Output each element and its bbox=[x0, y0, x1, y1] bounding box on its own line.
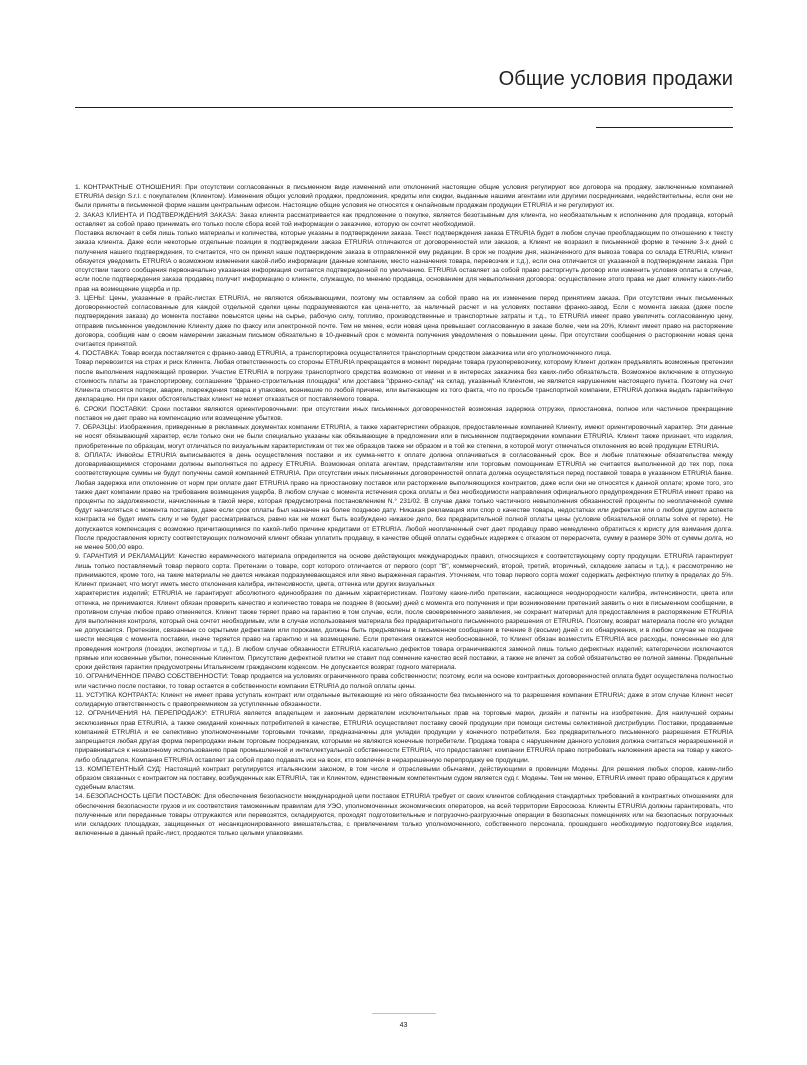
header-short-divider bbox=[596, 127, 733, 128]
page-title: Общие условия продажи bbox=[498, 68, 733, 90]
paragraph-delivery-scope: Поставка включает в себя лишь только материалы и количества, которые указаны в подтверждении заказа. Текст подтверждения заказа ETRURIA будет в любом случае преобладающим по отношению к тексту заказа клиента. Даже если некоторые отдельные позиции в подтверждении заказа ETRURIA отличаются от договоренностей или заказов, а Клиент не возразил в письменной форме в течение 3-х дней с получения нашего подтверждения, то считается, что он принял наше подтверждение заказа в отправленной ему редакции. В срок не поздние дня, назначенного для вывоза товара со склада ETRURIA, клиент обязуется уведомить ETRURIA о возможном изменении какой-либо информации (данные компании, место назначения товара, перевозчик и т.д.), если она отличается от указанной в подтверждении заказа. При отсутствии такого сообщения первоначально указанная информация считается подтвержденной по умолчанию. ETRURIA оставляет за собой право расторгнуть договор или изменить условия оплаты в случае, если после подтверждения заказа продавец получит информацию о клиенте, служащую, по мнению продавца, основанием для невыполнения договора: осуществление этого права не дает клиенту каких-либо прав на возмещение ущерба и пр. bbox=[75, 230, 733, 293]
paragraph-supply-chain: 14. БЕЗОПАСНОСТЬ ЦЕПИ ПОСТАВОК: Для обеспечения безопасности международной цепи поставок ETRURIA требует от своих клиентов соблюдения стандартных требований в контрактных отношениях для обеспечения безопасности грузов и их соответствия таможенным правилам для УЭО, уполномоченных экономических операторов, на всей территории Евросоюза. Клиенты ETRURIA должны гарантировать, что полученные или переданные товары отгружаются или перевозятся, складируются, проходят подготовительные и погрузочно-разгрузочные операции в безопасных помещениях или на безопасных погрузочных или складских площадках, защищенных от несанкционированного вмешательства, с привлечением только уполномоченного, собственного персонала, прошедшего необходимую подготовку.Все изделия, включенные в данный прайс-лист, продаются только целыми упаковками. bbox=[75, 793, 733, 838]
paragraph-ownership: 10. ОГРАНИЧЕННОЕ ПРАВО СОБСТВЕННОСТИ: Товар продается на условиях ограниченного права собственности; поэтому, если на основе контрактных договоренностей оплата будет осуществлена полностью или частично после поставки, то товар остается в собственности компании ETRURIA до полной оплаты цены. bbox=[75, 673, 733, 690]
header-divider bbox=[75, 107, 733, 108]
paragraph-resale: 12. ОГРАНИЧЕНИЯ НА ПЕРЕПРОДАЖУ: ETRURIA является владельцем и законным держателем исключительных прав на торговые марки, дизайн и патенты на изобретение. Для наилучшей охраны эксклюзивных прав ETRURIA, а также ожиданий конечных потребителей в качестве, ETRURIA осуществляет поставку своей продукции при помощи системы селективной дистрибуции. Поставки, продаваемые компанией ETRURIA и ее селективно уполномоченными торговыми точками, предназначены для укладки продукции у конечного потребителя. Без предварительного письменного разрешения ETRURIA запрещается любая другая форма перепродажи иным торговым посредникам, которыми не являются конечные потребители. Продажа товара с нарушением данного условия должна считаться неразрешенной и приравниваться к незаконному использованию прав промышленной и интеллектуальной собственности ETRURIA, что предоставляет компании ETRURIA право потребовать наложения ареста на товар у какого-либо обладателя. Компания ETRURIA оставляет за собой право подавать иск на всех, кто вовлечен в неразрешенную перепродажу ее продукции. bbox=[75, 710, 733, 764]
paragraph-prices: 3. ЦЕНЫ: Цены, указанные в прайс-листах ETRURIA, не являются обязывающими, поэтому мы оставляем за собой право на их изменение перед принятием заказа. При отсутствии иных письменных договоренностей согласованные для каждой отдельной сделки цены подразумеваются как цена-нетто, за наличный расчет и на условиях поставки франко-завод. Если с момента заказа (даже после подтверждения заказа) до момента поставки повысятся цены на сырье, рабочую силу, топливо, производственные и транспортные затраты и т.д., то ETRURIA имеет право увеличить согласованную цену, отправив письменное уведомление Клиенту даже по факсу или электронной почте. Тем не менее, если новая цена превышает согласованную в заказе более, чем на 20%, Клиент имеет право на расторжение договора, сообщив нам о своем намерении заказным письмом обязательно в 10-дневный срок с момента получения уведомления о повышении цены. При отсутствии сообщения о расторжении новая цена считается принятой. bbox=[75, 294, 733, 348]
terms-text bbox=[75, 183, 733, 839]
paragraph-contract-relations: 1. КОНТРАКТНЫЕ ОТНОШЕНИЯ: При отсутствии согласованных в письменном виде изменений или отклонений настоящие общие условия регулируют все договора на продажу, заключенные компанией ETRURIA design S.r.l. с покупателем (Клиентом). Изменения общих условий продажи, предложения, кредиты или скидки, выданные нашими агентами или другими посредниками, недействительны, если они не были приняты в письменной форме нашим центральным офисом. Настоящие общие условия не относятся к онлайновым продажам продукции ETRURIA и не регулируют их. bbox=[75, 184, 733, 210]
page-number: 43 bbox=[399, 1022, 408, 1029]
paragraph-assignment: 11. УСТУПКА КОНТРАКТА: Клиент не имеет права уступать контракт или отдельные вытекающие из него обязанности без письменного на то разрешения компании ETRURIA; даже в этом случае Клиент несет солидарную ответственность с правопреемником за уступленные обязанности. bbox=[75, 691, 733, 709]
paragraph-samples: 7. ОБРАЗЦЫ: Изображения, приведенные в рекламных документах компании ETRURIA, а также характеристики образцов, предоставленные компанией Клиенту, имеют ориентировочный характер. Эти данные не носят обязывающий характер, если только они не были специально указаны как обязывающие в предложении или в письменном подтверждении компании ETRURIA. Клиент также признает, что изделия, приобретенные по образцам, могут отличаться по визуальным характеристикам от тех же образцов также ни образом и в той же степени, в которой могут отмечаться отклонения во всей продукции ETRURIA. bbox=[75, 424, 733, 450]
paragraph-warranty-continued: характеристик изделий; ETRURIA не гарантирует абсолютного единообразия по данным характеристикам. Поэтому какие-либо претензии, касающиеся неоднородности калибра, интенсивности, цвета или оттенка, не принимаются. Клиент обязан проверить качество и количество товара не позднее 8 (восьми) дней с момента его получения и при возникновении претензий заявить о них в письменном сообщении, в противном случае любое право отменяется. Клиент также теряет право на гарантию в том случае, если, после своевременного заявления, не сохранит материал для предоставления в распоряжение ETRURIA для выполнения контроля, который она сочтет необходимым, или в случае использования материала без предварительного письменного разрешения от ETRURIA. Поэтому, возврат материала после его укладки не допускается. Претензии, связанные со скрытыми дефектами или пороками, должны быть предъявлены в письменном сообщении в течение 8 (восьми) дней с их обнаружения, и в любом случае не позднее шести месяцев с момента поставки, иначе теряется право на гарантию и на возмещение. Если претензия окажется необоснованной, то Клиент обязан возместить ETRURIA все расходы, понесенные ею для проведения контроля (поездки, экспертизы и т.д.). В любом случае обязанности ETRURIA касательно дефектов товара ограничиваются заменой лишь только дефектных изделий; категорически исключаются прямые или косвенные убытки, понесенные Клиентом. Присутствие дефектной плитки не ставит под сомнение качество всей поставки, а также не влечет за собой обязательство ее полной замены. Предельные сроки действия гарантии предусмотрены Итальянским гражданским кодексом. Не допускается возврат годного материала. bbox=[75, 590, 733, 672]
paragraph-delivery-terms: 6. СРОКИ ПОСТАВКИ: Сроки поставки являются ориентировочными: при отсутствии иных письменных договоренностей возможная задержка отгрузки, приостановка, полное или частичное прекращение поставок не дает право на компенсацию или возмещение убытков. bbox=[75, 405, 733, 422]
paragraph-payment: 8. ОПЛАТА: Инвойсы ETRURIA выписываются в день осуществления поставки и их сумма-нетто к оплате должна оплачиваться в согласованный срок. Все и любые платежные обязательства между договаривающимися сторонами должны выполняться по адресу ETRURIA. Возможная оплата агентам, представителям или торговым помощникам ETRURIA не считается выполненной до тех пор, пока соответствующие суммы не будут получены самой компанией ETRURIA. При отсутствии иных письменных договоренностей оплата должна осуществляться перед поставкой товара в указанном ETRURIA банке. Любая задержка или отклонение от норм при оплате дает ETRURIA право на приостановку поставок или расторжение выполняющихся контрактов, даже если они не относятся к данной оплате; кроме того, это также дает компании право на требование возмещения ущерба. В любом случае с момента истечения срока оплаты и без необходимости направления официального предупреждения ETRURIA имеет право на проценты по задолженности, начисленные в такой мере, которая предусмотрена постановлением N.° 231/02. В случае даже только частичного невыполнения обязанностей проценты по неоплаченной сумме будут начисляться с момента поставки, даже если срок оплаты был назначен на более позднюю дату. Никакая рекламация или спор о качестве товара, недостатках или дефектах или о любом другом аспекте контракта не будет иметь силу и не будет рассматриваться, равно как не может быть возбуждено никакое дело, без предварительной полной оплаты цены (условие обязательной оплаты solve et repete). Не допускается компенсация с возможно причитающимися по какой-либо причине кредитами от ETRURIA. Любой неоплаченный счет дает продавцу право немедленно обратиться к юристу для взимания долга. После предоставления юристу соответствующих полномочий клиент обязан уплатить продавцу, в качестве общей оплаты судебных издержек с отказом от перерасчета, сумму в размере 30% от суммы долга, но не менее 500,00 евро. bbox=[75, 451, 733, 552]
paragraph-order: 2. ЗАКАЗ КЛИЕНТА И ПОДТВЕРЖДЕНИЯ ЗАКАЗА: Заказ клиента рассматривается как предложение о покупке, является безотзывным для клиента, но необязательным к исполнению для продавца, который оставляет за собой право принимать его только после сбора всей той информации о заказчике, которую он сочтет необходимой. bbox=[75, 211, 733, 228]
paragraph-transport-risk: Товар перевозится на страх и риск Клиента. Любая ответственность со стороны ETRURIA прекращается в момент передачи товара грузоперевозчику, которому Клиент должен предъявлять возможные претензии после выполнения надлежащей проверки. Участие ETRURIA в погрузке транспортного средства возможно от имени и в интересах заказчика без каких-либо обязательств. Возможное включение в отпускную стоимость платы за транспортировку, соглашение "франко-строительная площадка" или доставка "франко-склад" на склад, указанный Клиентом, не является нарушением настоящего пункта. Поэтому на счет Клиента относятся потери, аварии, повреждения товара и упаковки, возникшие по любой причине, или вытекающие из того факта, что по просьбе транспортной компании, ETRURIA должна выдать гарантийную декларацию. Ни при каких обстоятельствах клиент не может отказаться от поставляемого товара. bbox=[75, 359, 733, 404]
paragraph-jurisdiction: 13. КОМПЕТЕНТНЫЙ СУД: Настоящий контракт регулируется итальянским законом, в том числе и отраслевыми обычаями, действующими в провинции Модены. Для решения любых споров, каким-либо образом связанных с контрактом на поставку, возбужденных как ETRURIA, так и Клиентом, единственным компетентным судом является суд г. Модены. Тем не менее, ETRURIA имеет право обращаться к другим судебным властям. bbox=[75, 765, 733, 792]
paragraph-delivery: 4. ПОСТАВКА: Товар всегда поставляется с франко-завод ETRURIA, а транспортировка осуществляется транспортным средством заказчика или его уполномоченного лица. bbox=[75, 350, 612, 358]
footer-divider bbox=[372, 1013, 436, 1014]
paragraph-warranty: 9. ГАРАНТИЯ И РЕКЛАМАЦИИ: Качество керамического материала определяется на основе действующих международных правил, относящихся к соответствующему сорту продукции. ETRURIA гарантирует лишь только поставляемый товар первого сорта. Претензии о товаре, сорт которого отличается от первого (сорт "B", коммерческий, второй, третий, вторичный, складские запасы и т.д.), к рассмотрению не принимаются, кроме того, на такие материалы не дается никакая подразумевающаяся или явно выраженная гарантия. Уточняем, что товар первого сорта может содержать дефектную плитку в пределах до 5%. Клиент признает, что могут иметь место отклонения калибра, интенсивности, цвета, оттенка или других визуальных bbox=[75, 553, 733, 589]
